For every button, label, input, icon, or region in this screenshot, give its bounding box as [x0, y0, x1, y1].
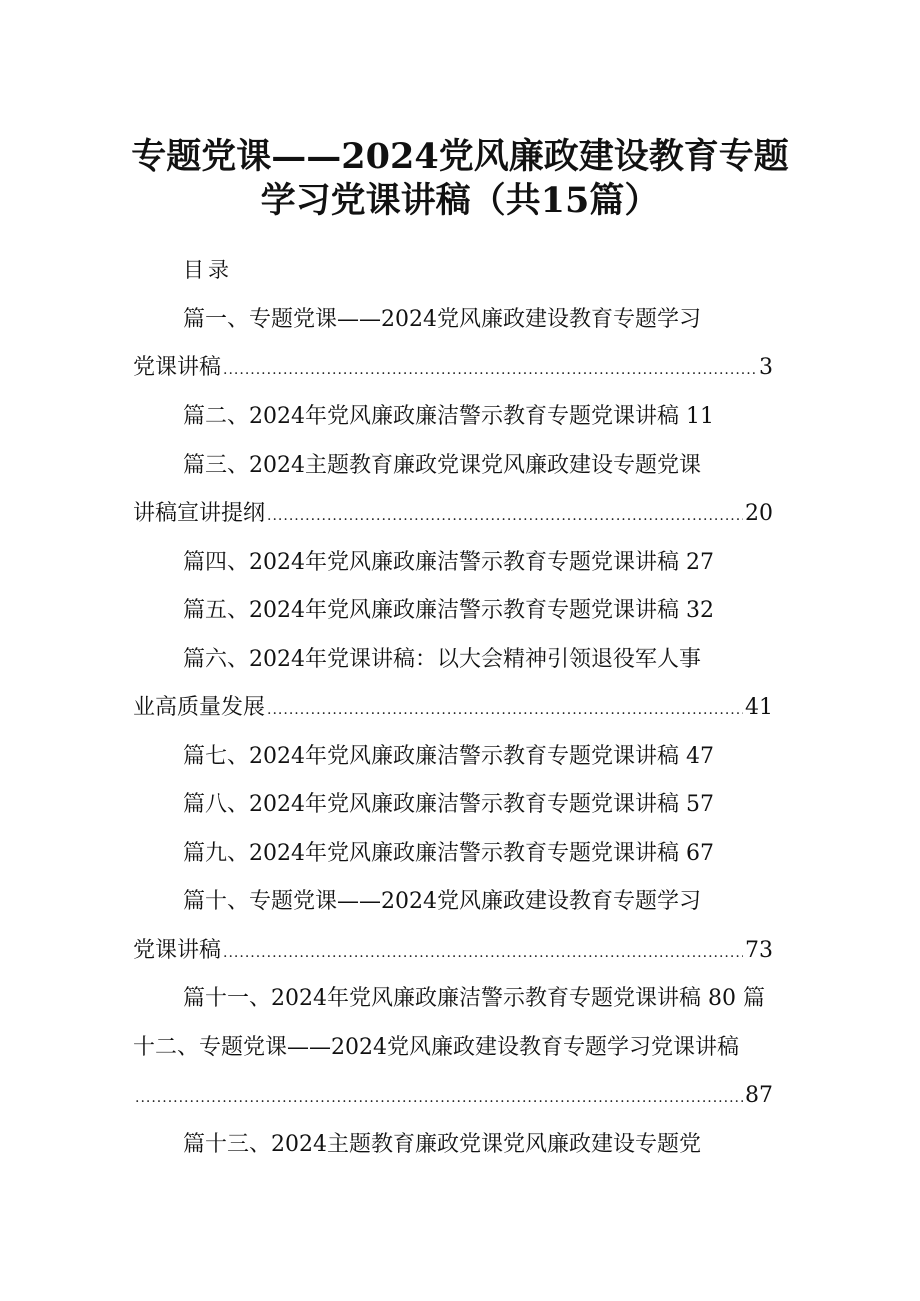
document-title-line-1: 专题党课——2024党风廉政建设教育专题 — [131, 136, 789, 177]
toc-entry-3-line-2[interactable] — [133, 499, 773, 531]
toc-entry-10-line-2[interactable] — [133, 936, 773, 968]
toc-entry-text: 党课讲稿 — [133, 938, 222, 963]
toc-page-number: 87 — [745, 1083, 773, 1108]
toc-entry-2[interactable]: 篇二、2024年党风廉政廉洁警示教育专题党课讲稿 11 — [183, 404, 714, 429]
toc-page-number: 73 — [745, 938, 773, 963]
toc-entry-12-line-1[interactable]: 十二、专题党课——2024党风廉政建设教育专题学习党课讲稿 — [133, 1035, 739, 1060]
toc-entry-5[interactable]: 篇五、2024年党风廉政廉洁警示教育专题党课讲稿 32 — [183, 598, 714, 623]
toc-entry-1-line-1[interactable]: 篇一、专题党课——2024党风廉政建设教育专题学习 — [183, 307, 701, 332]
toc-entry-1-line-2[interactable] — [133, 353, 773, 385]
leader-dots — [267, 695, 743, 725]
toc-entry-text: 讲稿宣讲提纲 — [133, 501, 266, 526]
leader-dots — [223, 938, 743, 968]
toc-entry-10-line-1[interactable]: 篇十、专题党课——2024党风廉政建设教育专题学习 — [183, 889, 701, 914]
toc-heading: 目录 — [183, 258, 233, 282]
toc-entry-4[interactable]: 篇四、2024年党风廉政廉洁警示教育专题党课讲稿 27 — [183, 550, 714, 575]
toc-entry-9[interactable]: 篇九、2024年党风廉政廉洁警示教育专题党课讲稿 67 — [183, 841, 714, 866]
leader-dots — [267, 501, 743, 531]
leader-dots — [223, 355, 757, 385]
toc-entry-3-line-1[interactable]: 篇三、2024主题教育廉政党课党风廉政建设专题党课 — [183, 453, 701, 478]
toc-page-number: 41 — [745, 695, 773, 720]
toc-entry-12-line-2[interactable] — [133, 1081, 773, 1113]
toc-entry-text: 党课讲稿 — [133, 355, 222, 380]
toc-entry-11[interactable]: 篇十一、2024年党风廉政廉洁警示教育专题党课讲稿 80 篇 — [183, 986, 765, 1011]
toc-page-number: 3 — [759, 355, 773, 380]
toc-entry-7[interactable]: 篇七、2024年党风廉政廉洁警示教育专题党课讲稿 47 — [183, 744, 714, 769]
toc-entry-text: 业高质量发展 — [133, 695, 266, 720]
toc-entry-6-line-1[interactable]: 篇六、2024年党课讲稿：以大会精神引领退役军人事 — [183, 647, 701, 672]
toc-entry-13[interactable]: 篇十三、2024主题教育廉政党课党风廉政建设专题党 — [183, 1132, 701, 1157]
toc-entry-8[interactable]: 篇八、2024年党风廉政廉洁警示教育专题党课讲稿 57 — [183, 792, 714, 817]
toc-entry-6-line-2[interactable] — [133, 693, 773, 725]
document-title-line-2: 学习党课讲稿（共15篇） — [260, 180, 660, 221]
toc-page-number: 20 — [745, 501, 773, 526]
leader-dots — [135, 1083, 743, 1113]
